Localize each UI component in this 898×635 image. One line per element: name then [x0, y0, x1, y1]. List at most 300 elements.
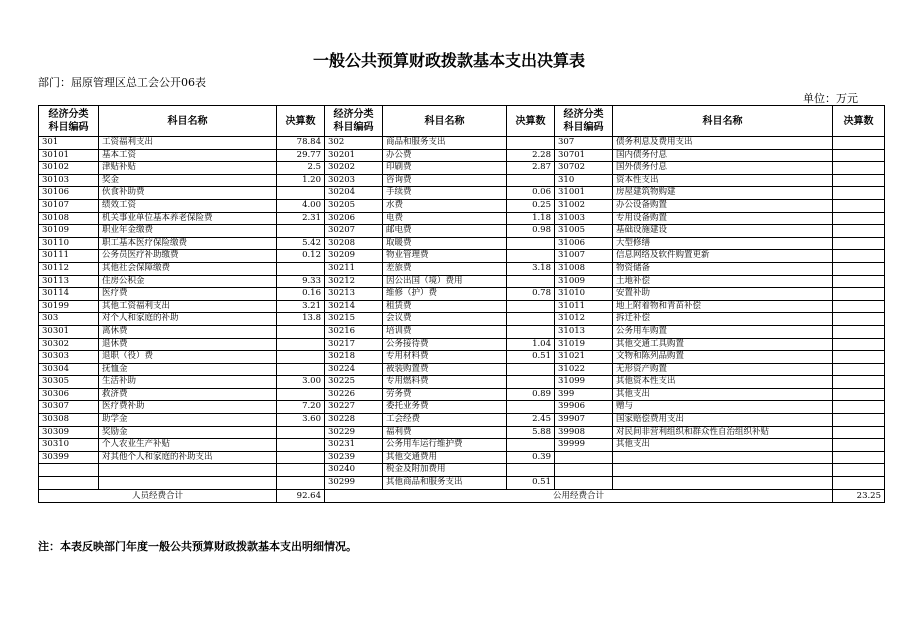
- cell-amount-2: [507, 376, 555, 389]
- table-row: [39, 262, 885, 275]
- table-row: [39, 388, 885, 401]
- cell-amount-2: [507, 300, 555, 313]
- cell-code-2: 30228: [325, 414, 383, 427]
- cell-amount-3: [833, 288, 885, 301]
- header-code-2: 经济分类 科目编码: [325, 106, 383, 137]
- cell-amount-1: 13.8: [277, 313, 325, 326]
- cell-name-2: 公务接待费: [383, 338, 507, 351]
- cell-amount-3: [833, 137, 885, 150]
- cell-code-1: 30101: [39, 149, 99, 162]
- table-row: [39, 376, 885, 389]
- cell-amount-1: [277, 388, 325, 401]
- cell-name-2: 专用燃料费: [383, 376, 507, 389]
- cell-code-3: 39908: [555, 426, 613, 439]
- cell-amount-2: 0.51: [507, 477, 555, 490]
- cell-name-1: 救济费: [99, 388, 277, 401]
- cell-name-1: 绩效工资: [99, 199, 277, 212]
- cell-amount-1: 9.33: [277, 275, 325, 288]
- cell-code-2: 30214: [325, 300, 383, 313]
- header-code-3: 经济分类 科目编码: [555, 106, 613, 137]
- cell-code-1: 303: [39, 313, 99, 326]
- header-amount-1: 决算数: [277, 106, 325, 137]
- table-row: [39, 212, 885, 225]
- cell-amount-3: [833, 401, 885, 414]
- table-row: [39, 426, 885, 439]
- table-row: [39, 363, 885, 376]
- cell-code-2: 30209: [325, 250, 383, 263]
- cell-code-2: 30208: [325, 237, 383, 250]
- cell-code-2: 30215: [325, 313, 383, 326]
- cell-amount-3: [833, 149, 885, 162]
- cell-code-3: 310: [555, 174, 613, 187]
- cell-amount-2: 0.51: [507, 351, 555, 364]
- cell-name-1: 退休费: [99, 338, 277, 351]
- cell-amount-3: [833, 363, 885, 376]
- cell-name-1: 机关事业单位基本养老保险费: [99, 212, 277, 225]
- cell-code-1: 30103: [39, 174, 99, 187]
- cell-code-3: 39906: [555, 401, 613, 414]
- cell-name-3: 文物和陈列品购置: [613, 351, 833, 364]
- cell-amount-1: [277, 426, 325, 439]
- cell-code-3: 31001: [555, 187, 613, 200]
- table-row: [39, 477, 885, 490]
- cell-name-1: 医疗费: [99, 288, 277, 301]
- cell-code-2: 30224: [325, 363, 383, 376]
- cell-name-3: 公务用车购置: [613, 325, 833, 338]
- totals-row: [39, 489, 885, 502]
- cell-name-1: 其他工资福利支出: [99, 300, 277, 313]
- cell-code-3: 399: [555, 388, 613, 401]
- cell-name-2: 因公出国（境）费用: [383, 275, 507, 288]
- cell-amount-2: [507, 237, 555, 250]
- cell-amount-1: [277, 187, 325, 200]
- cell-amount-3: [833, 376, 885, 389]
- cell-code-3: 31009: [555, 275, 613, 288]
- cell-name-2: 工会经费: [383, 414, 507, 427]
- cell-amount-3: [833, 426, 885, 439]
- cell-amount-3: [833, 451, 885, 464]
- cell-name-2: 取暖费: [383, 237, 507, 250]
- cell-name-2: 物业管理费: [383, 250, 507, 263]
- cell-code-2: 30299: [325, 477, 383, 490]
- cell-amount-1: 0.12: [277, 250, 325, 263]
- cell-amount-3: [833, 225, 885, 238]
- cell-amount-2: 0.89: [507, 388, 555, 401]
- expenditure-table: [38, 105, 885, 503]
- table-row: [39, 451, 885, 464]
- cell-name-1: 公务员医疗补助缴费: [99, 250, 277, 263]
- cell-name-1: 其他社会保障缴费: [99, 262, 277, 275]
- cell-name-1: [99, 464, 277, 477]
- table-header-row: [39, 106, 885, 137]
- header-name-1: 科目名称: [99, 106, 277, 137]
- cell-code-1: 30112: [39, 262, 99, 275]
- cell-amount-1: [277, 225, 325, 238]
- cell-code-2: 302: [325, 137, 383, 150]
- cell-code-1: 30199: [39, 300, 99, 313]
- cell-name-1: 医疗费补助: [99, 401, 277, 414]
- header-code-1: 经济分类 科目编码: [39, 106, 99, 137]
- cell-name-1: 津贴补贴: [99, 162, 277, 175]
- cell-amount-2: 0.06: [507, 187, 555, 200]
- cell-code-2: 30212: [325, 275, 383, 288]
- cell-name-3: 地上附着物和青苗补偿: [613, 300, 833, 313]
- cell-code-1: 30114: [39, 288, 99, 301]
- cell-name-2: 劳务费: [383, 388, 507, 401]
- cell-name-2: 差旅费: [383, 262, 507, 275]
- cell-amount-2: 0.39: [507, 451, 555, 464]
- table-row: [39, 300, 885, 313]
- cell-amount-2: 5.88: [507, 426, 555, 439]
- cell-name-3: 房屋建筑物购建: [613, 187, 833, 200]
- cell-amount-3: [833, 162, 885, 175]
- cell-amount-1: 4.00: [277, 199, 325, 212]
- table-row: [39, 250, 885, 263]
- cell-amount-2: 2.45: [507, 414, 555, 427]
- cell-code-2: 30229: [325, 426, 383, 439]
- unit-label: 单位：万元: [803, 92, 858, 105]
- cell-amount-3: [833, 199, 885, 212]
- table-row: [39, 439, 885, 452]
- cell-code-2: 30205: [325, 199, 383, 212]
- cell-amount-3: [833, 250, 885, 263]
- table-row: [39, 275, 885, 288]
- cell-name-1: 离休费: [99, 325, 277, 338]
- cell-name-3: 其他交通工具购置: [613, 338, 833, 351]
- cell-code-3: 31002: [555, 199, 613, 212]
- cell-code-3: 31007: [555, 250, 613, 263]
- cell-code-2: 30202: [325, 162, 383, 175]
- cell-name-1: 抚恤金: [99, 363, 277, 376]
- cell-name-2: 商品和服务支出: [383, 137, 507, 150]
- cell-code-3: 39907: [555, 414, 613, 427]
- header-name-3: 科目名称: [613, 106, 833, 137]
- cell-code-3: 31022: [555, 363, 613, 376]
- cell-name-2: 水费: [383, 199, 507, 212]
- cell-code-3: 31005: [555, 225, 613, 238]
- cell-name-3: 债务利息及费用支出: [613, 137, 833, 150]
- cell-code-1: 30306: [39, 388, 99, 401]
- cell-name-2: 邮电费: [383, 225, 507, 238]
- cell-amount-3: [833, 212, 885, 225]
- cell-name-3: 安置补助: [613, 288, 833, 301]
- cell-code-2: 30231: [325, 439, 383, 452]
- cell-code-2: 30203: [325, 174, 383, 187]
- cell-name-1: [99, 477, 277, 490]
- cell-code-1: 30307: [39, 401, 99, 414]
- cell-code-2: 30239: [325, 451, 383, 464]
- cell-amount-1: [277, 262, 325, 275]
- cell-name-1: 奖励金: [99, 426, 277, 439]
- cell-code-2: 30225: [325, 376, 383, 389]
- cell-amount-2: 3.18: [507, 262, 555, 275]
- table-row: [39, 187, 885, 200]
- cell-code-3: 31021: [555, 351, 613, 364]
- cell-code-2: 30206: [325, 212, 383, 225]
- cell-name-2: 办公费: [383, 149, 507, 162]
- personnel-total-amount: 92.64: [277, 489, 325, 502]
- cell-amount-1: [277, 477, 325, 490]
- cell-name-3: 专用设备购置: [613, 212, 833, 225]
- cell-code-1: 30310: [39, 439, 99, 452]
- cell-name-3: 资本性支出: [613, 174, 833, 187]
- cell-code-2: 30211: [325, 262, 383, 275]
- cell-name-1: 伙食补助费: [99, 187, 277, 200]
- cell-code-1: 30309: [39, 426, 99, 439]
- cell-amount-3: [833, 313, 885, 326]
- cell-amount-2: 1.18: [507, 212, 555, 225]
- cell-amount-2: [507, 313, 555, 326]
- cell-amount-1: 1.20: [277, 174, 325, 187]
- header-amount-2: 决算数: [507, 106, 555, 137]
- cell-code-1: 30111: [39, 250, 99, 263]
- table-row: [39, 199, 885, 212]
- cell-amount-1: [277, 439, 325, 452]
- cell-name-3: 其他资本性支出: [613, 376, 833, 389]
- cell-amount-2: [507, 401, 555, 414]
- cell-code-1: 30308: [39, 414, 99, 427]
- public-total-amount: 23.25: [833, 489, 885, 502]
- cell-name-3: [613, 477, 833, 490]
- cell-name-1: 职业年金缴费: [99, 225, 277, 238]
- cell-name-2: 其他交通费用: [383, 451, 507, 464]
- cell-name-2: 培训费: [383, 325, 507, 338]
- cell-name-3: 土地补偿: [613, 275, 833, 288]
- cell-code-1: 30109: [39, 225, 99, 238]
- cell-amount-1: [277, 451, 325, 464]
- cell-amount-1: 7.20: [277, 401, 325, 414]
- cell-name-3: 无形资产购置: [613, 363, 833, 376]
- cell-amount-3: [833, 414, 885, 427]
- table-row: [39, 414, 885, 427]
- cell-code-2: 30204: [325, 187, 383, 200]
- cell-name-1: 助学金: [99, 414, 277, 427]
- cell-name-1: 基本工资: [99, 149, 277, 162]
- cell-name-2: 咨询费: [383, 174, 507, 187]
- cell-amount-3: [833, 325, 885, 338]
- cell-amount-2: 2.28: [507, 149, 555, 162]
- cell-amount-3: [833, 477, 885, 490]
- cell-amount-2: [507, 250, 555, 263]
- table-row: [39, 137, 885, 150]
- department-label: 部门：屈原管理区总工会公开06表: [38, 76, 206, 89]
- table-row: [39, 237, 885, 250]
- header-name-2: 科目名称: [383, 106, 507, 137]
- cell-amount-2: [507, 137, 555, 150]
- cell-amount-3: [833, 464, 885, 477]
- cell-amount-1: [277, 464, 325, 477]
- cell-code-1: 30102: [39, 162, 99, 175]
- footnote: 注：本表反映部门年度一般公共预算财政拨款基本支出明细情况。: [38, 540, 357, 553]
- cell-name-1: 对个人和家庭的补助: [99, 313, 277, 326]
- cell-code-3: 39999: [555, 439, 613, 452]
- cell-code-3: 31011: [555, 300, 613, 313]
- cell-name-1: 住房公积金: [99, 275, 277, 288]
- page-title: 一般公共预算财政拨款基本支出决算表: [312, 51, 585, 70]
- cell-name-3: 赠与: [613, 401, 833, 414]
- cell-name-3: 办公设备购置: [613, 199, 833, 212]
- header-amount-3: 决算数: [833, 106, 885, 137]
- cell-amount-3: [833, 388, 885, 401]
- personnel-total-label: 人员经费合计: [39, 489, 277, 502]
- cell-code-2: 30226: [325, 388, 383, 401]
- cell-code-1: [39, 477, 99, 490]
- cell-amount-1: [277, 325, 325, 338]
- cell-name-3: 大型修缮: [613, 237, 833, 250]
- cell-amount-2: 1.04: [507, 338, 555, 351]
- table-row: [39, 313, 885, 326]
- cell-amount-2: 0.78: [507, 288, 555, 301]
- cell-name-2: 委托业务费: [383, 401, 507, 414]
- cell-name-2: 维修（护）费: [383, 288, 507, 301]
- cell-amount-2: 2.87: [507, 162, 555, 175]
- cell-amount-2: [507, 325, 555, 338]
- cell-code-2: 30213: [325, 288, 383, 301]
- cell-amount-3: [833, 174, 885, 187]
- table-row: [39, 464, 885, 477]
- cell-code-3: 31013: [555, 325, 613, 338]
- cell-name-3: 对民间非营利组织和群众性自治组织补贴: [613, 426, 833, 439]
- cell-name-3: 国内债务付息: [613, 149, 833, 162]
- cell-code-1: 30301: [39, 325, 99, 338]
- cell-name-3: 基础设施建设: [613, 225, 833, 238]
- cell-name-2: 公务用车运行维护费: [383, 439, 507, 452]
- cell-amount-1: [277, 363, 325, 376]
- cell-name-3: [613, 464, 833, 477]
- cell-code-3: 31019: [555, 338, 613, 351]
- cell-amount-3: [833, 300, 885, 313]
- cell-amount-3: [833, 237, 885, 250]
- cell-name-2: 税金及附加费用: [383, 464, 507, 477]
- cell-amount-3: [833, 351, 885, 364]
- cell-code-2: 30217: [325, 338, 383, 351]
- cell-amount-3: [833, 187, 885, 200]
- cell-amount-2: [507, 363, 555, 376]
- table-row: [39, 338, 885, 351]
- cell-code-2: 30201: [325, 149, 383, 162]
- cell-code-3: 307: [555, 137, 613, 150]
- table-row: [39, 174, 885, 187]
- cell-amount-3: [833, 338, 885, 351]
- cell-name-3: [613, 451, 833, 464]
- cell-code-1: 30302: [39, 338, 99, 351]
- cell-name-3: 信息网络及软件购置更新: [613, 250, 833, 263]
- cell-code-3: 30702: [555, 162, 613, 175]
- cell-name-2: 印刷费: [383, 162, 507, 175]
- cell-code-1: [39, 464, 99, 477]
- cell-code-1: 30110: [39, 237, 99, 250]
- cell-name-1: 工资福利支出: [99, 137, 277, 150]
- cell-code-1: 30399: [39, 451, 99, 464]
- cell-name-1: 退职（役）费: [99, 351, 277, 364]
- cell-amount-1: 5.42: [277, 237, 325, 250]
- cell-code-2: 30227: [325, 401, 383, 414]
- cell-code-1: 30305: [39, 376, 99, 389]
- cell-code-3: 30701: [555, 149, 613, 162]
- cell-code-1: 30304: [39, 363, 99, 376]
- cell-code-2: 30240: [325, 464, 383, 477]
- cell-name-2: 会议费: [383, 313, 507, 326]
- cell-name-2: 福利费: [383, 426, 507, 439]
- cell-amount-1: 0.16: [277, 288, 325, 301]
- cell-name-2: 被装购置费: [383, 363, 507, 376]
- table-row: [39, 225, 885, 238]
- cell-amount-2: 0.98: [507, 225, 555, 238]
- cell-code-2: 30216: [325, 325, 383, 338]
- cell-amount-2: [507, 174, 555, 187]
- cell-name-1: 生活补助: [99, 376, 277, 389]
- cell-code-3: [555, 477, 613, 490]
- cell-code-1: 30113: [39, 275, 99, 288]
- cell-name-2: 租赁费: [383, 300, 507, 313]
- cell-code-3: 31099: [555, 376, 613, 389]
- cell-code-3: [555, 464, 613, 477]
- cell-name-1: 职工基本医疗保险缴费: [99, 237, 277, 250]
- cell-name-2: 电费: [383, 212, 507, 225]
- cell-name-3: 拆迁补偿: [613, 313, 833, 326]
- cell-name-2: 手续费: [383, 187, 507, 200]
- cell-name-1: 对其他个人和家庭的补助支出: [99, 451, 277, 464]
- cell-amount-2: [507, 439, 555, 452]
- cell-amount-1: 29.77: [277, 149, 325, 162]
- cell-name-3: 其他支出: [613, 439, 833, 452]
- cell-code-3: 31003: [555, 212, 613, 225]
- cell-name-2: 专用材料费: [383, 351, 507, 364]
- table-row: [39, 149, 885, 162]
- cell-amount-3: [833, 275, 885, 288]
- table-row: [39, 162, 885, 175]
- cell-name-3: 物资储备: [613, 262, 833, 275]
- cell-amount-1: 2.31: [277, 212, 325, 225]
- public-total-label: 公用经费合计: [325, 489, 833, 502]
- cell-code-3: 31006: [555, 237, 613, 250]
- cell-code-3: 31012: [555, 313, 613, 326]
- cell-code-1: 30108: [39, 212, 99, 225]
- table-row: [39, 351, 885, 364]
- cell-amount-1: 3.21: [277, 300, 325, 313]
- cell-amount-2: [507, 464, 555, 477]
- cell-amount-2: 0.25: [507, 199, 555, 212]
- cell-code-1: 301: [39, 137, 99, 150]
- cell-code-1: 30107: [39, 199, 99, 212]
- cell-amount-1: 78.84: [277, 137, 325, 150]
- cell-code-3: 31008: [555, 262, 613, 275]
- cell-amount-1: 2.5: [277, 162, 325, 175]
- cell-amount-3: [833, 439, 885, 452]
- cell-amount-2: [507, 275, 555, 288]
- cell-amount-3: [833, 262, 885, 275]
- cell-name-1: 奖金: [99, 174, 277, 187]
- cell-name-2: 其他商品和服务支出: [383, 477, 507, 490]
- cell-amount-1: [277, 338, 325, 351]
- table-row: [39, 401, 885, 414]
- cell-code-3: 31010: [555, 288, 613, 301]
- table-row: [39, 325, 885, 338]
- cell-name-3: 其他支出: [613, 388, 833, 401]
- cell-code-1: 30106: [39, 187, 99, 200]
- cell-code-2: 30207: [325, 225, 383, 238]
- cell-name-3: 国家赔偿费用支出: [613, 414, 833, 427]
- cell-name-1: 个人农业生产补贴: [99, 439, 277, 452]
- cell-code-3: [555, 451, 613, 464]
- table-row: [39, 288, 885, 301]
- cell-amount-1: 3.60: [277, 414, 325, 427]
- cell-name-3: 国外债务付息: [613, 162, 833, 175]
- cell-code-1: 30303: [39, 351, 99, 364]
- cell-amount-1: [277, 351, 325, 364]
- cell-amount-1: 3.00: [277, 376, 325, 389]
- cell-code-2: 30218: [325, 351, 383, 364]
